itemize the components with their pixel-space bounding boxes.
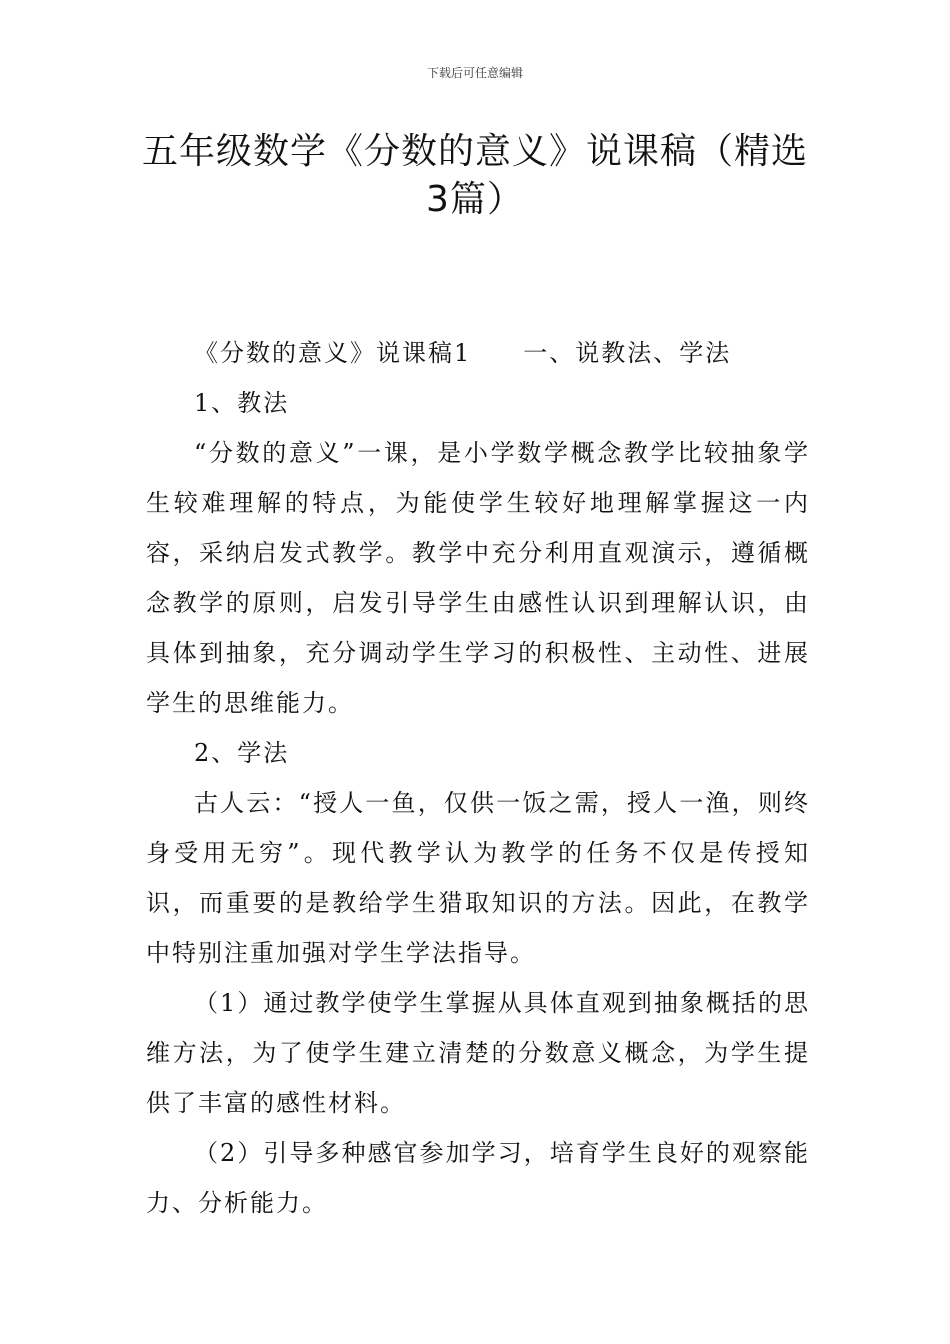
paragraph-teaching-method: “分数的意义”一课，是小学数学概念教学比较抽象学生较难理解的特点，为能使学生较好地理解掌握这一内容，采纳启发式教学。教学中充分利用直观演示，遵循概念教学的原则，启发引导学生由感性认识到理解认识，由具体到抽象，充分调动学生学习的积极性、主动性、进展学生的思维能力。 [146,439,810,717]
paragraph-subheading-learning-method: 2、学法 [194,739,290,767]
paragraph-subheading-teaching-method: 1、教法 [194,389,290,417]
paragraph-point-1: （1）通过教学使学生掌握从具体直观到抽象概括的思维方法，为了使学生建立清楚的分数意义概念，为学生提供了丰富的感性材料。 [146,989,810,1117]
document-title: 五年级数学《分数的意义》说课稿（精选3篇） [141,131,808,220]
document-body [146,328,810,1228]
paragraph-learning-method: 古人云：“授人一鱼，仅供一饭之需，授人一渔，则终身受用无穷”。现代教学认为教学的任务不仅是传授知识，而重要的是教给学生猎取知识的方法。因此，在教学中特别注重加强对学生学法指导。 [146,789,810,967]
header-note: 下载后可任意编辑 [426,66,523,80]
paragraph-section-heading: 《分数的意义》说课稿1 一、说教法、学法 [194,339,732,367]
paragraph-point-2: （2）引导多种感官参加学习，培育学生良好的观察能力、分析能力。 [146,1139,810,1217]
